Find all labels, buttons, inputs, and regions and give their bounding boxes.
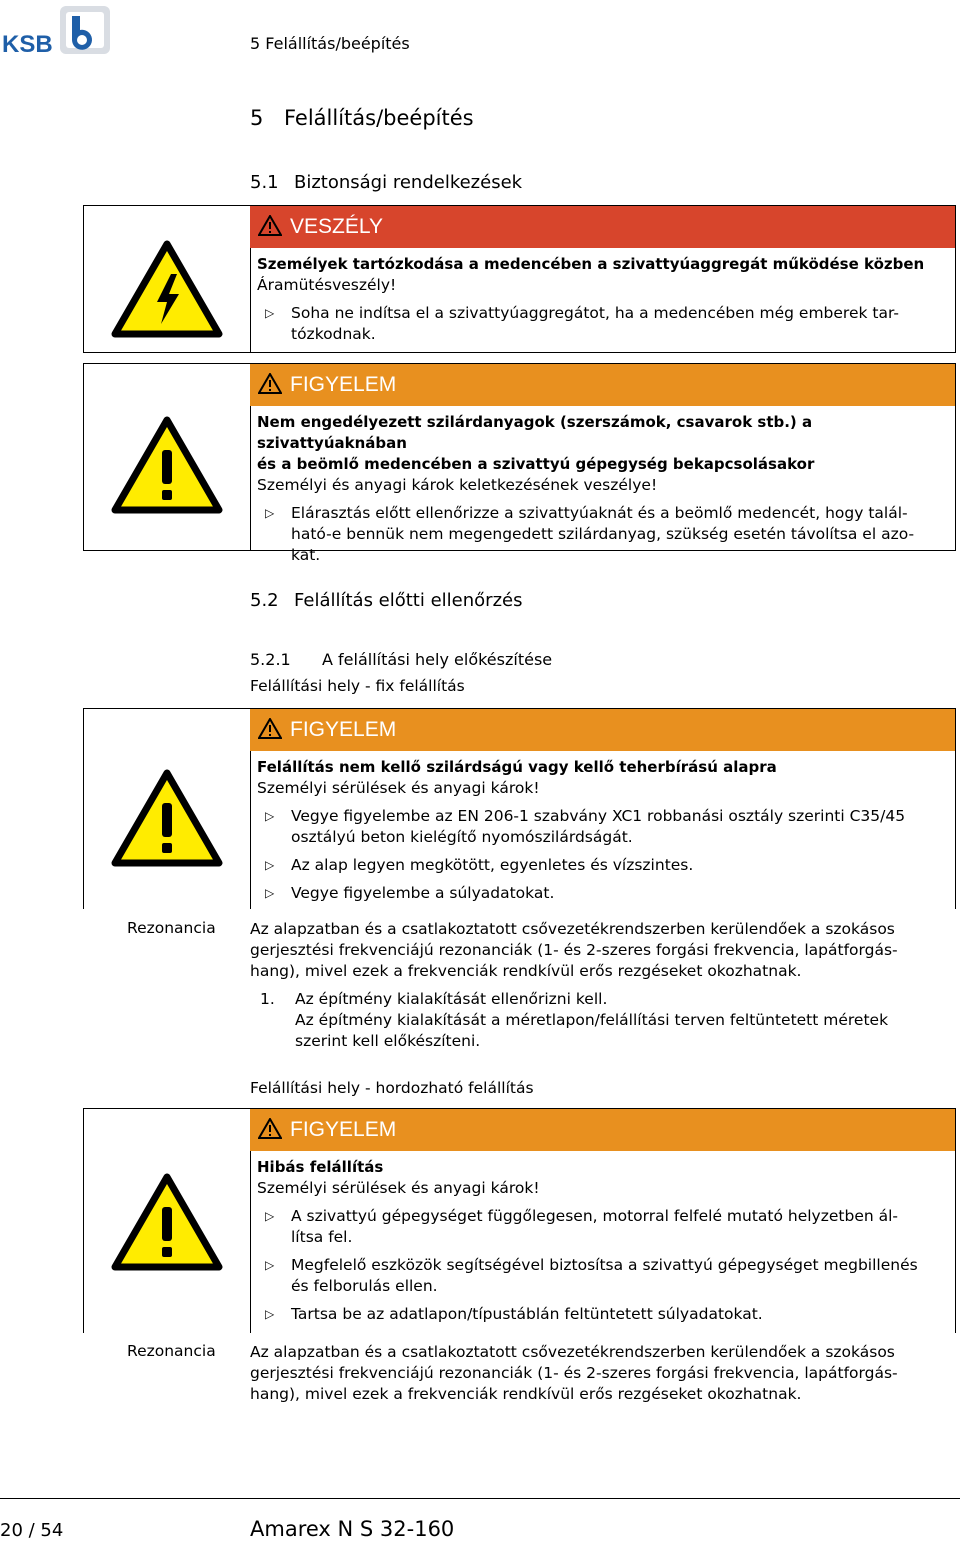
subsection-number: 5.1 — [250, 172, 279, 193]
hazard-title: Hibás felállítás — [257, 1158, 384, 1176]
electric-hazard-icon — [111, 240, 223, 338]
bullet-icon: ▷ — [265, 1209, 275, 1223]
warning-icon — [111, 1173, 223, 1271]
subheading-fixed-installation: Felállítási hely - fix felállítás — [250, 677, 465, 695]
hazard-title-line1: Nem engedélyezett szilárdanyagok (szerszámok, csavarok stb.) a szivattyúaknában — [257, 413, 813, 452]
banner-label: FIGYELEM — [290, 373, 397, 396]
bullet-item: ▷ Tartsa be az adatlapon/típustáblán feltüntetett súlyadatokat. — [265, 1305, 763, 1323]
bullet-icon: ▷ — [265, 886, 275, 900]
numbered-step: 1. Az építmény kialakítását ellenőrizni kell. Az építmény kialakítását a méretlapon/felállítási terven feltüntetett méretek szerint kell előkészíteni. — [260, 990, 889, 1050]
bullet-item: ▷ Soha ne indítsa el a szivattyúaggregátot, ha a medencében még emberek tar- tózkodnak. — [265, 304, 899, 343]
notice-body — [257, 1157, 949, 1325]
small-warning-icon — [258, 718, 282, 739]
step-number: 1. — [260, 990, 275, 1008]
section-heading — [250, 106, 474, 130]
banner-label: VESZÉLY — [290, 215, 383, 238]
warning-icon — [111, 769, 223, 867]
bullet-icon: ▷ — [265, 809, 275, 823]
danger-notice — [83, 205, 956, 353]
footer-rule — [0, 1498, 960, 1499]
warning-banner — [250, 364, 955, 406]
icon-cell — [84, 364, 251, 550]
bullet-icon: ▷ — [265, 858, 275, 872]
margin-label-resonance: Rezonancia — [127, 919, 216, 937]
danger-banner — [250, 206, 955, 248]
notice-body — [257, 412, 949, 566]
subsection-heading-5-2: 5.2 Felállítás előtti ellenőrzés — [250, 590, 523, 611]
hazard-title-line2: és a beömlő medencében a szivattyú gépegység bekapcsolásakor — [257, 455, 815, 473]
running-header: 5 Felállítás/beépítés — [250, 34, 410, 53]
warning-notice-1 — [83, 363, 956, 564]
hazard-title: Személyek tartózkodása a medencében a szivattyúaggregát működése közben — [257, 255, 925, 273]
subsection-heading-5-1 — [250, 172, 522, 193]
bullet-item: ▷ Elárasztás előtt ellenőrizze a szivattyúaknát és a beömlő medencét, hogy talál- ható-e bennük nem megengedett szilárdanyag, szükség esetén távolítsa el azo- kat. — [265, 504, 915, 564]
bullet-item: ▷ Megfelelő eszközök segítségével biztosítsa a szivattyú gépegységet megbillenés és felborulás ellen. — [265, 1256, 918, 1295]
small-warning-icon — [258, 215, 282, 236]
icon-cell — [84, 206, 251, 352]
subheading-portable-installation: Felállítási hely - hordozható felállítás — [250, 1079, 534, 1097]
warning-notice-2 — [83, 708, 956, 909]
bullet-item: ▷ Vegye figyelembe a súlyadatokat. — [265, 884, 555, 902]
logo-text: KSB — [2, 31, 53, 56]
ksb-logo — [0, 6, 112, 56]
product-name: Amarex N S 32-160 — [250, 1517, 455, 1541]
icon-cell — [84, 1109, 251, 1333]
subsection-title: Biztonsági rendelkezések — [294, 172, 523, 193]
hazard-consequence: Áramütésveszély! — [257, 276, 397, 294]
hazard-consequence: Személyi sérülések és anyagi károk! — [257, 1179, 540, 1197]
bullet-icon: ▷ — [265, 306, 275, 320]
warning-banner: FIGYELEM — [250, 1109, 955, 1151]
hazard-consequence: Személyi és anyagi károk keletkezésének veszélye! — [257, 476, 658, 494]
small-warning-icon — [258, 373, 282, 394]
section-title: Felállítás/beépítés — [284, 106, 474, 130]
bullet-item: ▷ Vegye figyelembe az EN 206-1 szabvány XC1 robbanási osztály szerinti C35/45 osztályú beton kielégítő nyomószilárdságát. — [265, 807, 906, 846]
page-number: 20 / 54 — [0, 1520, 64, 1541]
section-number: 5 — [250, 106, 264, 130]
resonance-paragraph: Az alapzatban és a csatlakoztatott csővezetékrendszerben kerülendőek a szokásos gerjesztési frekvenciájú rezonanciák (1- és 2-szeres forgási frekvencia, lapátforgás- hang), mivel ezek a frekvenciák rendkívül erős rezgéseket okozhatnak. — [250, 920, 898, 980]
small-warning-icon — [258, 1118, 282, 1139]
warning-icon — [111, 416, 223, 514]
icon-cell — [84, 709, 251, 909]
bullet-item: ▷ A szivattyú gépegységet függőlegesen, motorral felfelé mutató helyzetben ál- lítsa fel. — [265, 1207, 899, 1246]
resonance-paragraph: Az alapzatban és a csatlakoztatott csővezetékrendszerben kerülendőek a szokásos gerjesztési frekvenciájú rezonanciák (1- és 2-szeres forgási frekvencia, lapátforgás- hang), mivel ezek a frekvenciák rendkívül erős rezgéseket okozhatnak. — [250, 1343, 898, 1403]
bullet-item: ▷ Az alap legyen megkötött, egyenletes és vízszintes. — [265, 856, 694, 874]
warning-notice-3 — [83, 1108, 956, 1333]
bullet-icon: ▷ — [265, 1307, 275, 1321]
bullet-icon: ▷ — [265, 1258, 275, 1272]
hazard-title: Felállítás nem kellő szilárdságú vagy kellő teherbírású alapra — [257, 758, 777, 776]
notice-body — [257, 757, 949, 904]
bullet-icon: ▷ — [265, 506, 275, 520]
margin-label-resonance: Rezonancia — [127, 1342, 216, 1360]
warning-banner: FIGYELEM — [250, 709, 955, 751]
subsubsection-heading-5-2-1: 5.2.1 A felállítási hely előkészítése — [250, 650, 553, 669]
notice-body — [257, 254, 949, 345]
hazard-consequence: Személyi sérülések és anyagi károk! — [257, 779, 540, 797]
